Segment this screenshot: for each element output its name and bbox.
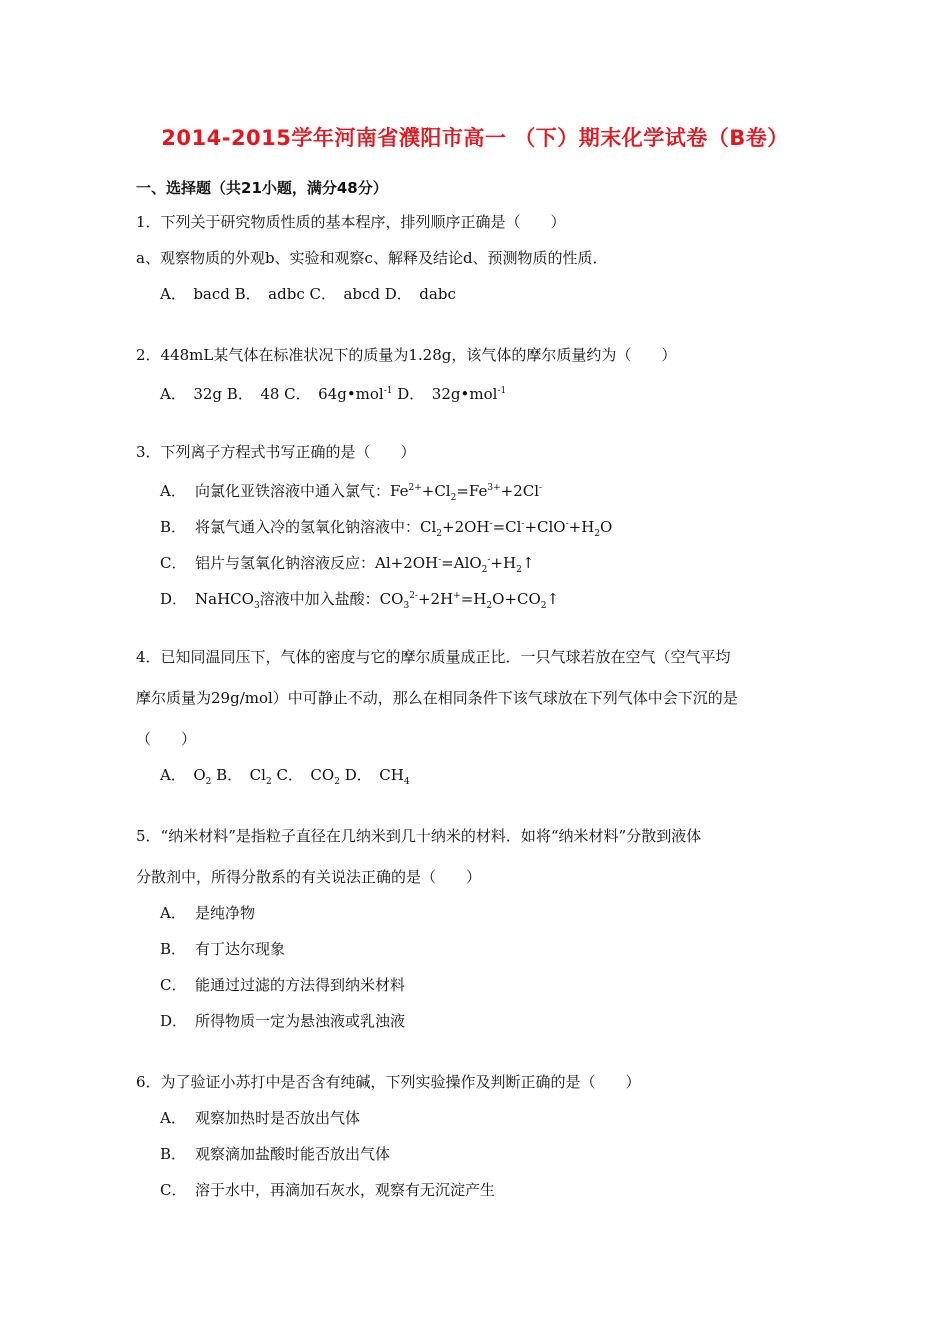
- question-3-stem: 3．下列离子方程式书写正确的是（ ）: [136, 443, 416, 461]
- question-1-stem: 1．下列关于研究物质性质的基本程序，排列顺序正确是（ ）: [136, 213, 566, 231]
- question-4-options: A． $O_2$ B． $Cl_2$ C． $CO_2$ D． $CH_4$: [160, 766, 410, 787]
- question-5-option-d: D． 所得物质一定为悬浊液或乳浊液: [160, 1012, 406, 1030]
- question-4-stem: 4．已知同温同压下，气体的密度与它的摩尔质量成正比．一只气球若放在空气（空气平均: [136, 648, 731, 666]
- question-6-stem: 6．为了验证小苏打中是否含有纯碱，下列实验操作及判断正确的是（ ）: [136, 1073, 641, 1091]
- question-3-option-d: D． NaHCO$_3$溶液中加入盐酸：$CO_3^{2-}+2H^+=H_2O+CO_2↑$: [160, 590, 560, 611]
- section-heading: 一、选择题（共21小题，满分48分）: [136, 179, 388, 197]
- question-1-options: A． bacd B． adbc C． abcd D． dabc: [160, 285, 456, 303]
- question-3-option-a: A． 向氯化亚铁溶液中通入氯气：$Fe^{2+}+Cl_2=Fe^{3+}+2Cl^-$: [160, 482, 543, 503]
- page-title: 2014-2015学年河南省濮阳市高一 （下）期末化学试卷（B卷）: [161, 126, 789, 150]
- question-5-stem: 5．“纳米材料”是指粒子直径在几纳米到几十纳米的材料．如将“纳米材料”分散到液体: [136, 827, 702, 845]
- question-3-option-c: C． 铝片与氢氧化钠溶液反应：$Al+2OH^-=AlO_2^-+H_2↑$: [160, 554, 535, 575]
- question-6-option-b: B． 观察滴加盐酸时能否放出气体: [160, 1145, 391, 1163]
- question-5-option-c: C． 能通过过滤的方法得到纳米材料: [160, 976, 406, 994]
- question-1-stem-cont: a、观察物质的外观b、实验和观察c、解释及结论d、预测物质的性质．: [136, 249, 608, 267]
- question-5-option-a: A． 是纯净物: [160, 904, 256, 922]
- question-2-options: A． 32g B． 48 C． 64g•mol$^{-1}$ D． 32g•mol$^{-1}$: [160, 385, 507, 403]
- question-4-stem-cont: 摩尔质量为29g/mol）中可静止不动，那么在相同条件下该气球放在下列气体中会下沉的是: [136, 689, 738, 707]
- question-2-stem: 2．448mL某气体在标准状况下的质量为1.28g，该气体的摩尔质量约为（ ）: [136, 346, 677, 364]
- question-4-stem-paren: （ ）: [136, 730, 197, 748]
- question-5-stem-cont: 分散剂中，所得分散系的有关说法正确的是（ ）: [136, 868, 482, 886]
- question-6-option-a: A． 观察加热时是否放出气体: [160, 1109, 361, 1127]
- question-5-option-b: B． 有丁达尔现象: [160, 940, 286, 958]
- question-6-option-c: C． 溶于水中，再滴加石灰水，观察有无沉淀产生: [160, 1181, 496, 1199]
- question-3-option-b: B． 将氯气通入冷的氢氧化钠溶液中：$Cl_2+2OH^-=Cl^-+ClO^-+H_2O$: [160, 518, 613, 539]
